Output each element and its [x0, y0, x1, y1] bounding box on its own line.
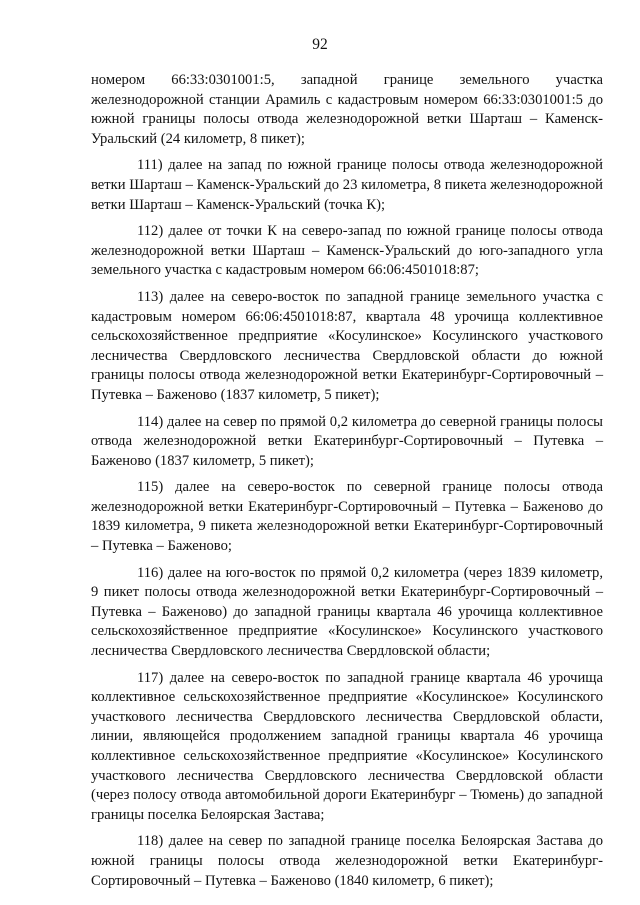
paragraph-item-112: 112) далее от точки К на северо-запад по южной границе полосы отвода железнодорожной ветки Шарташ – Каменск-Уральский до юго-западного угла земельного участка с кадастровым номером 66:06:4501018:87;: [91, 223, 603, 279]
paragraph-continuation: номером 66:33:0301001:5, западной границе земельного участка железнодорожной станции Арамиль с кадастровым номером 66:33:0301001:5 до южной границы полосы отвода железнодорожной ветки Шарташ – Каменск-Уральский (24 километр, 8 пикет);: [91, 72, 603, 147]
document-body: [91, 71, 603, 898]
page-number: 92: [312, 36, 328, 53]
paragraph-item-118: 118) далее на север по западной границе поселка Белоярская Застава до южной границы полосы отвода железнодорожной ветки Екатеринбург-Сортировочный – Путевка – Баженово (1840 километр, 6 пикет);: [91, 833, 603, 889]
paragraph-item-116: 116) далее на юго-восток по прямой 0,2 километра (через 1839 километр, 9 пикет полосы отвода железнодорожной ветки Екатеринбург-Сортировочный – Путевка – Баженово) до западной границы квартала 46 урочища коллективное сельскохозяйственное предприятие «Косулинское» Косулинского участкового лесничества Свердловского лесничества Свердловской области;: [91, 564, 603, 660]
paragraph-item-113: 113) далее на северо-восток по западной границе земельного участка с кадастровым номером 66:06:4501018:87, квартала 48 урочища коллективное сельскохозяйственное предприятие «Косулинское» Косулинского участкового лесничества Свердловского лесничества Свердловской области до южной границы полосы отвода железнодорожной ветки Екатеринбург-Сортировочный – Путевка – Баженово (1837 километр, 5 пикет);: [91, 288, 603, 403]
paragraph-item-111: 111) далее на запад по южной границе полосы отвода железнодорожной ветки Шарташ – Каменск-Уральский до 23 километра, 8 пикета железнодорожной ветки Шарташ – Каменск-Уральский (точка К);: [91, 157, 603, 213]
paragraph-item-114: 114) далее на север по прямой 0,2 километра до северной границы полосы отвода железнодорожной ветки Екатеринбург-Сортировочный – Путевка – Баженово (1837 километр, 5 пикет);: [91, 413, 603, 469]
paragraph-item-117: 117) далее на северо-восток по западной границе квартала 46 урочища коллективное сельскохозяйственное предприятие «Косулинское» Косулинского участкового лесничества Свердловского лесничества Свердловской области, линии, являющейся продолжением западной границы квартала 46 урочища коллективное сельскохозяйственное предприятие «Косулинское» Косулинского участкового лесничества Свердловского лесничества Свердловской области (через полосу отвода автомобильной дороги Екатеринбург – Тюмень) до западной границы поселка Белоярская Застава;: [91, 669, 603, 823]
paragraph-item-115: 115) далее на северо-восток по северной границе полосы отвода железнодорожной ветки Екатеринбург-Сортировочный – Путевка – Баженово до 1839 километра, 9 пикета железнодорожной ветки Екатеринбург-Сортировочный – Путевка – Баженово;: [91, 479, 603, 555]
